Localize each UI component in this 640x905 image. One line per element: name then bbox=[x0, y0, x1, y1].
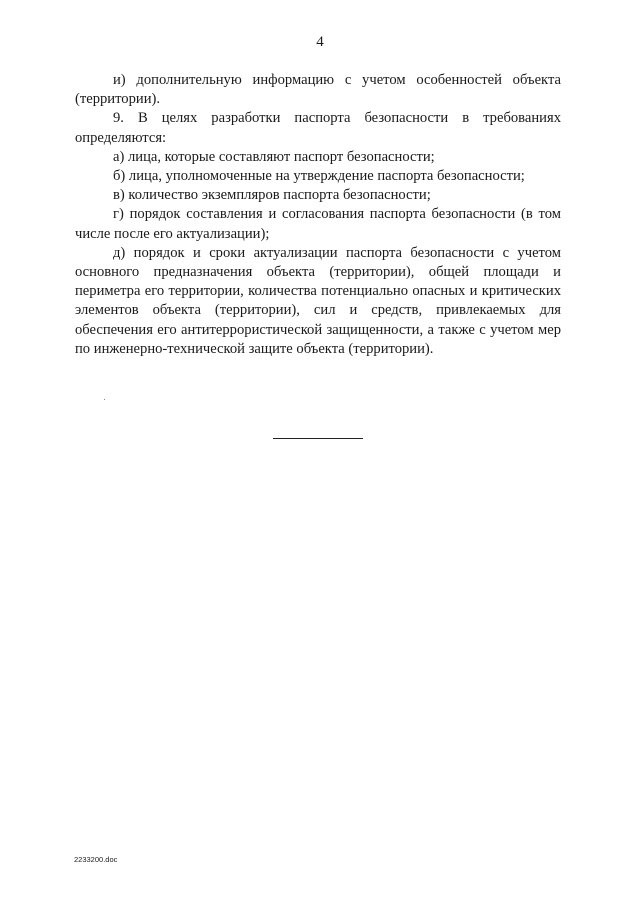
list-item-b: б) лица, уполномоченные на утверждение паспорта безопасности; bbox=[113, 168, 525, 185]
list-item-v: в) количество экземпляров паспорта безопасности; bbox=[113, 187, 431, 204]
paragraph-item-9: 9. В целях разработки паспорта безопасности в требованиях определяются: bbox=[75, 110, 561, 146]
list-item-g: г) порядок составления и согласования паспорта безопасности (в том числе после его актуализации); bbox=[75, 206, 561, 242]
paragraph-item-i: и) дополнительную информацию с учетом особенностей объекта (территории). bbox=[75, 72, 561, 108]
list-item-d: д) порядок и сроки актуализации паспорта безопасности с учетом основного предназначения объекта (территории), общей площади и периметра его территории, количества потенциально опасных и критических элементов объекта (территории), сил и средств, привлекаемых для обеспечения его антитеррористической защищенности, а также с учетом мер по инженерно-технической защите объекта (территории). bbox=[75, 244, 561, 357]
scan-speck bbox=[104, 399, 105, 400]
page-number: 4 bbox=[316, 34, 324, 50]
list-item-a: а) лица, которые составляют паспорт безопасности; bbox=[113, 148, 435, 165]
end-divider bbox=[273, 438, 363, 439]
footer-filename: 2233200.doc bbox=[74, 855, 118, 864]
document-body bbox=[75, 71, 561, 359]
